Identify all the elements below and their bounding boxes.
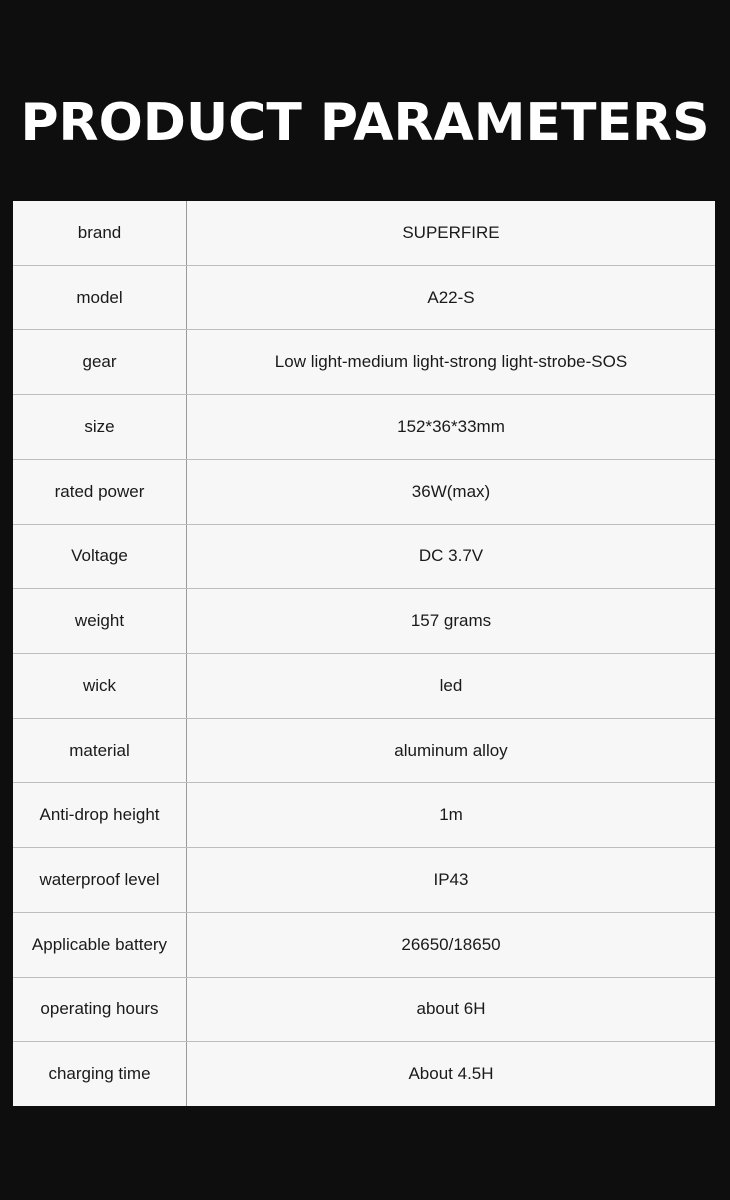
table-row-material bbox=[13, 719, 715, 784]
table-row-gear bbox=[13, 330, 715, 395]
parameter-name: operating hours bbox=[13, 978, 187, 1042]
parameter-name: waterproof level bbox=[13, 848, 187, 912]
table-row-size bbox=[13, 395, 715, 460]
parameter-name: Anti-drop height bbox=[13, 783, 187, 847]
parameter-value: About 4.5H bbox=[408, 1064, 494, 1084]
table-row-rated-power bbox=[13, 460, 715, 525]
table-row-model bbox=[13, 266, 715, 331]
parameter-name: size bbox=[13, 395, 187, 459]
parameter-name: Applicable battery bbox=[13, 913, 187, 977]
parameter-value: Low light-medium light-strong light-strobe-SOS bbox=[274, 352, 628, 372]
table-row-voltage bbox=[13, 525, 715, 590]
parameter-value: DC 3.7V bbox=[418, 546, 484, 566]
parameter-name: charging time bbox=[13, 1042, 187, 1106]
table-row-applicable-battery bbox=[13, 913, 715, 978]
parameter-value: SUPERFIRE bbox=[402, 222, 500, 242]
parameter-value: IP43 bbox=[433, 870, 469, 890]
parameter-value: 152*36*33mm bbox=[397, 417, 505, 437]
parameter-name: Voltage bbox=[13, 525, 187, 589]
parameter-value: 26650/18650 bbox=[401, 934, 501, 954]
parameter-value: aluminum alloy bbox=[394, 740, 508, 760]
parameter-value: 157 grams bbox=[410, 611, 492, 631]
parameter-value: A22-S bbox=[427, 287, 475, 307]
parameter-value: 36W(max) bbox=[411, 481, 491, 501]
parameter-name: model bbox=[13, 266, 187, 330]
parameter-name: weight bbox=[13, 589, 187, 653]
parameter-name: wick bbox=[13, 654, 187, 718]
parameters-table bbox=[13, 201, 715, 1106]
page-title: PRODUCT PARAMETERS bbox=[20, 92, 710, 153]
table-row-waterproof-level bbox=[13, 848, 715, 913]
table-row-wick bbox=[13, 654, 715, 719]
parameter-value: 1m bbox=[439, 805, 463, 825]
parameter-name: material bbox=[13, 719, 187, 783]
parameter-name: brand bbox=[13, 201, 187, 265]
table-row-weight bbox=[13, 589, 715, 654]
parameter-value: about 6H bbox=[416, 999, 486, 1019]
table-row-brand bbox=[13, 201, 715, 266]
parameter-name: gear bbox=[13, 330, 187, 394]
table-row-charging-time bbox=[13, 1042, 715, 1106]
parameter-name: rated power bbox=[13, 460, 187, 524]
parameter-value: led bbox=[439, 675, 463, 695]
table-row-operating-hours bbox=[13, 978, 715, 1043]
table-row-anti-drop-height bbox=[13, 783, 715, 848]
